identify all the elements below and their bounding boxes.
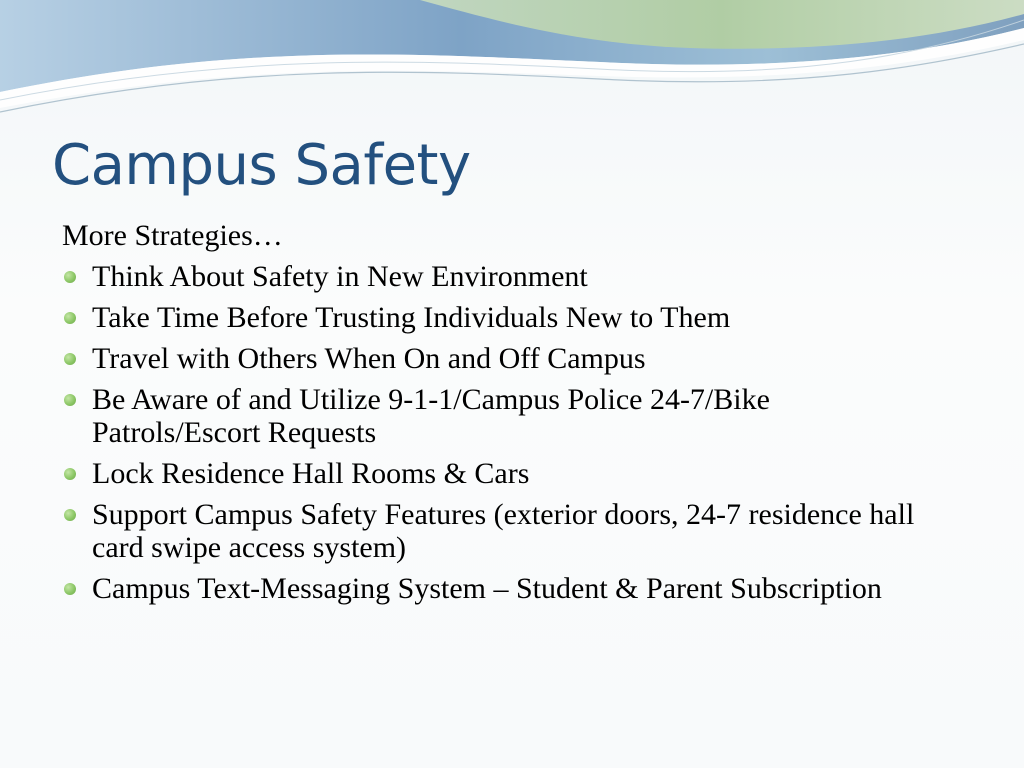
bullet-dot-icon — [64, 353, 76, 365]
bullet-text: Think About Safety in New Environment — [92, 260, 588, 293]
bullet-list — [62, 260, 942, 605]
intro-text: More Strategies… — [62, 219, 283, 252]
bullet-text: Campus Text-Messaging System – Student & Parent Subscription — [92, 572, 882, 605]
bullet-text: Be Aware of and Utilize 9-1-1/Campus Police 24-7/Bike Patrols/Escort Requests — [92, 383, 770, 449]
header-wave-decoration — [0, 0, 1024, 130]
bullet-item — [62, 457, 942, 490]
bullet-text: Support Campus Safety Features (exterior doors, 24-7 residence hall card swipe access system) — [92, 498, 915, 564]
bullet-item — [62, 498, 942, 564]
bullet-dot-icon — [64, 583, 76, 595]
bullet-text: Take Time Before Trusting Individuals New to Them — [92, 301, 731, 334]
bullet-text: Travel with Others When On and Off Campus — [92, 342, 646, 375]
bullet-item — [62, 260, 942, 293]
bullet-dot-icon — [64, 271, 76, 283]
bullet-dot-icon — [64, 312, 76, 324]
bullet-dot-icon — [64, 509, 76, 521]
bullet-item — [62, 572, 942, 605]
slide-body — [62, 219, 942, 613]
bullet-dot-icon — [64, 394, 76, 406]
slide-title: Campus Safety — [52, 133, 471, 198]
bullet-item — [62, 383, 942, 449]
bullet-item — [62, 342, 942, 375]
bullet-text: Lock Residence Hall Rooms & Cars — [92, 457, 530, 490]
bullet-dot-icon — [64, 468, 76, 480]
bullet-item — [62, 301, 942, 334]
